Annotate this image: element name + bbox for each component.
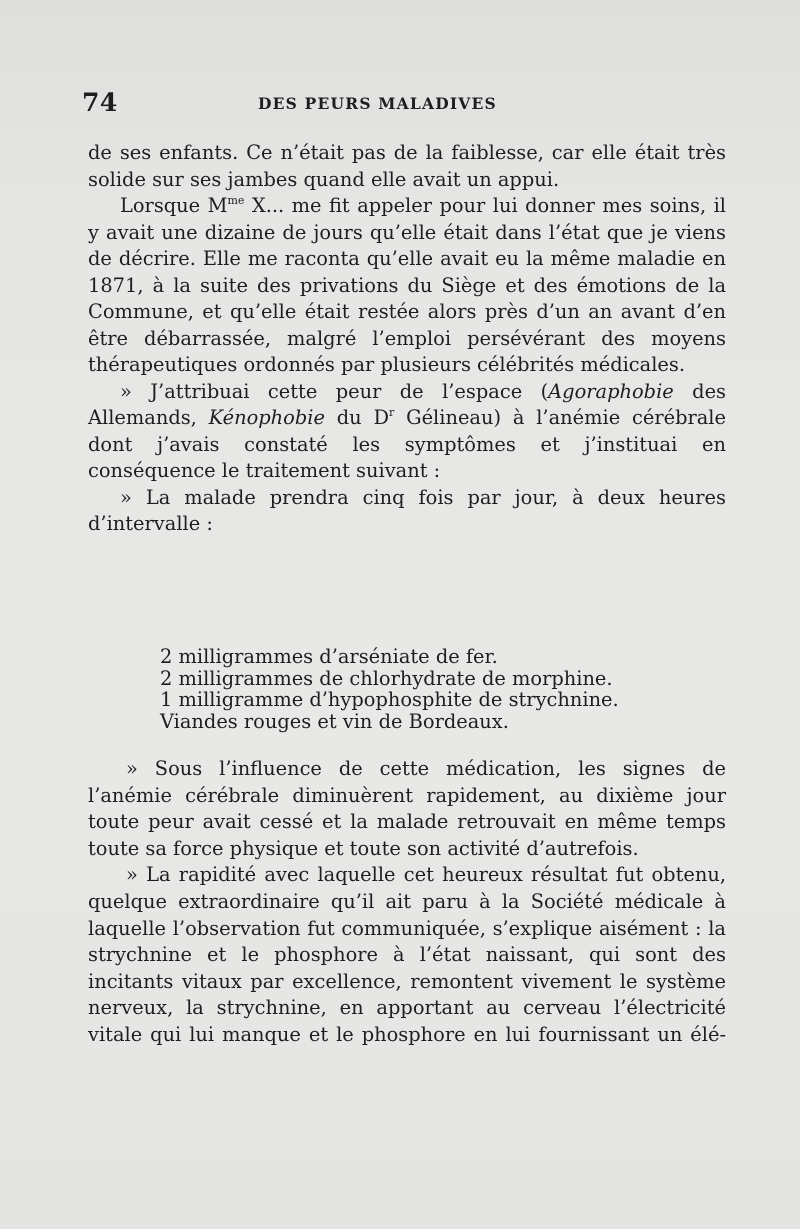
paragraph-3-superscript: r (389, 406, 395, 419)
prescription-list (160, 646, 720, 732)
prescription-item: Viandes rouges et vin de Bordeaux. (160, 709, 509, 733)
paragraph-2-superscript: me (227, 194, 245, 207)
paragraph-4: » La malade prendra cinq fois par jour, à deux heures d’intervalle : (88, 485, 726, 535)
paragraph-3-italic-agoraphobie: Agoraphobie (548, 379, 674, 403)
paragraph-3-d: Gélineau) à l’anémie cérébrale dont j’avais constaté les symptômes et j’instituai en conséquence le traitement suivant : (88, 406, 726, 482)
paragraph-2 (88, 193, 726, 379)
running-title: DES PEURS MALADIVES (258, 94, 497, 113)
prescription-item: 2 milligrammes de chlorhydrate de morphine. (160, 666, 613, 690)
page-header (0, 88, 800, 118)
prescription-item: 1 milligramme d’hypophosphite de strychnine. (160, 688, 619, 711)
paragraph-3-italic-kenophobie: Kénophobie (208, 406, 325, 429)
paragraph-6: » La rapidité avec laquelle cet heureux résultat fut obtenu, quelque extraordinaire qu’il ait paru à la Société médicale à laquelle l’observation fut communiquée, s’explique aisément : la strychnine et le phosphore à l’état naissant, qui sont des incitants vitaux par excellence, remontent vivement le système nerveux, la strychnine, en apportant au cerveau l’électricité vitale qui lui manque et le phosphore en lui fournissant un élé- (88, 863, 726, 1046)
page-number: 74 (82, 88, 118, 117)
body-text-lower (88, 756, 726, 1049)
paragraph-3-a: » J’attribuai cette peur de l’espace ( (120, 379, 549, 403)
paragraph-1: de ses enfants. Ce n’était pas de la faiblesse, car elle était très solide sur ses jambes quand elle avait un appui. (88, 141, 726, 191)
paragraph-5: » Sous l’influence de cette médication, les signes de l’anémie cérébrale diminuèrent rapidement, au dixième jour toute peur avait cessé et la malade retrouvait en même temps toute sa force physique et toute son activité d’autrefois. (88, 757, 726, 860)
paragraph-3-c: du D (324, 406, 390, 429)
prescription-item: 2 milligrammes d’arséniate de fer. (160, 645, 498, 668)
paragraph-2-rest: X... me fit appeler pour lui donner mes soins, il y avait une dizaine de jours qu’elle était dans l’état que je viens de décrire. Elle me raconta qu’elle avait eu la même maladie en 1871, à la suite des privations du Siège et des émotions de la Commune, et qu’elle était restée alors près d’un an avant d’en être débarrassée, malgré l’emploi persévérant des moyens thérapeutiques ordonnés par plusieurs célébrités médicales. (88, 194, 726, 376)
body-text-upper (88, 140, 726, 538)
paragraph-2-start: Lorsque M (120, 194, 228, 217)
paragraph-3 (88, 379, 726, 485)
paragraph-3-b: des Allemands, (88, 379, 727, 429)
